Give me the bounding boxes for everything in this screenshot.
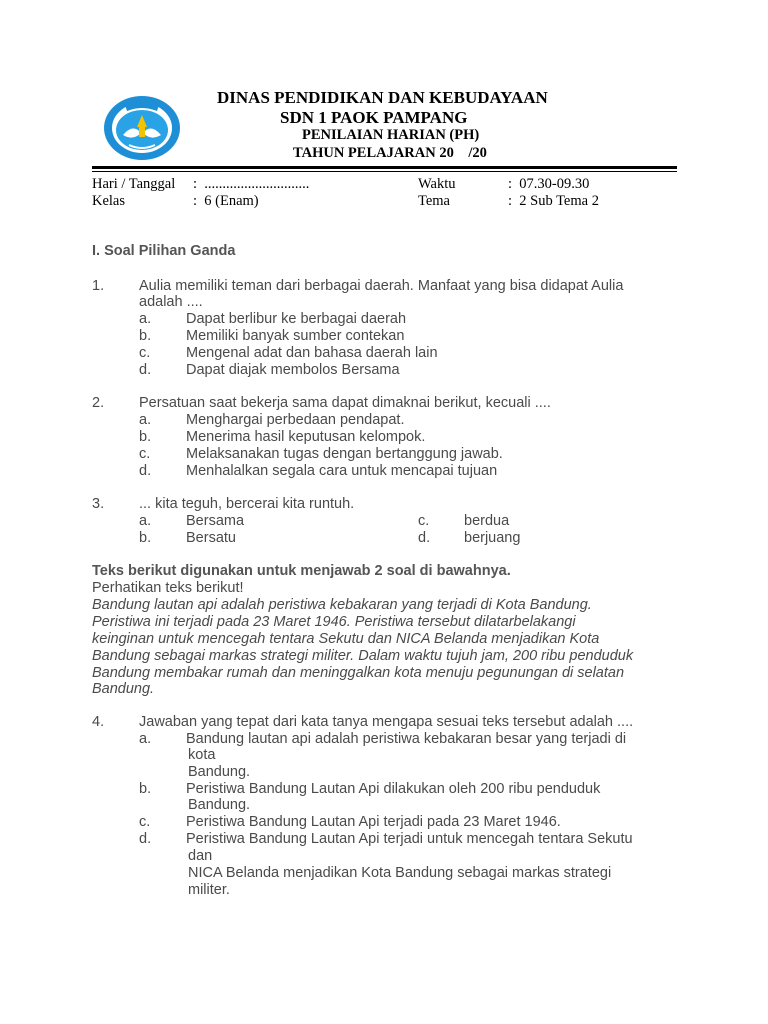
q4-option-a-line2: kota xyxy=(188,747,216,763)
q1-option-c-text: Mengenal adat dan bahasa daerah lain xyxy=(186,345,438,361)
q4-option-c-letter: c. xyxy=(139,814,151,830)
school-logo xyxy=(103,95,181,161)
q3-option-c-text: berdua xyxy=(464,513,510,529)
q1-option-a-letter: a. xyxy=(139,311,152,327)
q4-option-a-letter: a. xyxy=(139,731,152,747)
tema-label: Tema xyxy=(418,193,450,209)
q3-option-a-text: Bersama xyxy=(186,513,245,529)
passage-instruction: Perhatikan teks berikut! xyxy=(92,580,244,596)
q1-option-c-letter: c. xyxy=(139,345,151,361)
q2-option-a-letter: a. xyxy=(139,412,152,428)
waktu-label: Waktu xyxy=(418,176,456,192)
q3-number: 3. xyxy=(92,496,105,512)
passage-line-3: keinginan untuk mencegah tentara Sekutu dan NICA Belanda menjadikan Kota xyxy=(92,631,600,647)
q1-option-d-text: Dapat diajak membolos Bersama xyxy=(186,362,400,378)
passage-intro: Teks berikut digunakan untuk menjawab 2 soal di bawahnya. xyxy=(92,563,511,579)
q2-option-b-letter: b. xyxy=(139,429,152,445)
q1-number: 1. xyxy=(92,278,105,294)
q4-option-a-line1: Bandung lautan api adalah peristiwa kebakaran besar yang terjadi di xyxy=(186,731,627,747)
passage-line-2: Peristiwa ini terjadi pada 23 Maret 1946. Peristiwa tersebut dilatarbelakangi xyxy=(92,614,576,630)
q2-option-c-letter: c. xyxy=(139,446,151,462)
kelas-label: Kelas xyxy=(92,193,126,209)
header-rule-thick xyxy=(92,166,677,169)
header-school: SDN 1 PAOK PAMPANG xyxy=(280,108,468,127)
passage-line-6: Bandung. xyxy=(92,681,155,697)
q1-text-line1: Aulia memiliki teman dari berbagai daerah. Manfaat yang bisa didapat Aulia xyxy=(139,278,624,294)
section-title: I. Soal Pilihan Ganda xyxy=(92,243,236,259)
q4-option-d-line1: Peristiwa Bandung Lautan Api terjadi untuk mencegah tentara Sekutu xyxy=(186,831,633,847)
q2-option-d-letter: d. xyxy=(139,463,152,479)
q3-option-d-letter: d. xyxy=(418,530,431,546)
passage-line-5: Bandung membakar rumah dan meninggalkan kota menuju pegunungan di selatan xyxy=(92,665,625,681)
q4-number: 4. xyxy=(92,714,105,730)
q3-option-a-letter: a. xyxy=(139,513,152,529)
q1-text-line2: adalah .... xyxy=(139,294,203,310)
q3-option-c-letter: c. xyxy=(418,513,430,529)
q4-option-b-letter: b. xyxy=(139,781,152,797)
tema-value: : 2 Sub Tema 2 xyxy=(508,193,599,209)
q4-option-d-line4: militer. xyxy=(188,882,230,898)
q3-option-b-letter: b. xyxy=(139,530,152,546)
q3-option-b-text: Bersatu xyxy=(186,530,236,546)
q3-text-line1: ... kita teguh, bercerai kita runtuh. xyxy=(139,496,355,512)
q3-option-d-text: berjuang xyxy=(464,530,521,546)
q4-option-d-line2: dan xyxy=(188,848,213,864)
kelas-value: : 6 (Enam) xyxy=(193,193,259,209)
q1-option-b-text: Memiliki banyak sumber contekan xyxy=(186,328,405,344)
q4-option-d-letter: d. xyxy=(139,831,152,847)
q4-option-b-line2: Bandung. xyxy=(188,797,251,813)
hari-value: : ............................. xyxy=(193,176,310,192)
q4-text-line1: Jawaban yang tepat dari kata tanya mengapa sesuai teks tersebut adalah .... xyxy=(139,714,634,730)
q2-text-line1: Persatuan saat bekerja sama dapat dimaknai berikut, kecuali .... xyxy=(139,395,551,411)
header-assessment: PENILAIAN HARIAN (PH) xyxy=(302,127,480,143)
q4-option-d-line3: NICA Belanda menjadikan Kota Bandung sebagai markas strategi xyxy=(188,865,612,881)
q4-option-b-line1: Peristiwa Bandung Lautan Api dilakukan oleh 200 ribu penduduk xyxy=(186,781,601,797)
q2-number: 2. xyxy=(92,395,105,411)
header-agency: DINAS PENDIDIKAN DAN KEBUDAYAAN xyxy=(217,88,548,107)
q2-option-c-text: Melaksanakan tugas dengan bertanggung jawab. xyxy=(186,446,503,462)
waktu-value: : 07.30-09.30 xyxy=(508,176,590,192)
passage-line-4: Bandung sebagai markas strategi militer. Dalam waktu tujuh jam, 200 ribu penduduk xyxy=(92,648,634,664)
q4-option-c-line1: Peristiwa Bandung Lautan Api terjadi pada 23 Maret 1946. xyxy=(186,814,561,830)
hari-label: Hari / Tanggal xyxy=(92,176,176,192)
q1-option-d-letter: d. xyxy=(139,362,152,378)
q1-option-b-letter: b. xyxy=(139,328,152,344)
q2-option-d-text: Menhalalkan segala cara untuk mencapai tujuan xyxy=(186,463,498,479)
q4-option-a-line3: Bandung. xyxy=(188,764,251,780)
q2-option-a-text: Menghargai perbedaan pendapat. xyxy=(186,412,405,428)
header-academic-year: TAHUN PELAJARAN 20 /20 xyxy=(293,145,487,161)
q1-option-a-text: Dapat berlibur ke berbagai daerah xyxy=(186,311,407,327)
passage-line-1: Bandung lautan api adalah peristiwa kebakaran yang terjadi di Kota Bandung. xyxy=(92,597,592,613)
q2-option-b-text: Menerima hasil keputusan kelompok. xyxy=(186,429,426,445)
header-rule-thin xyxy=(92,171,677,172)
